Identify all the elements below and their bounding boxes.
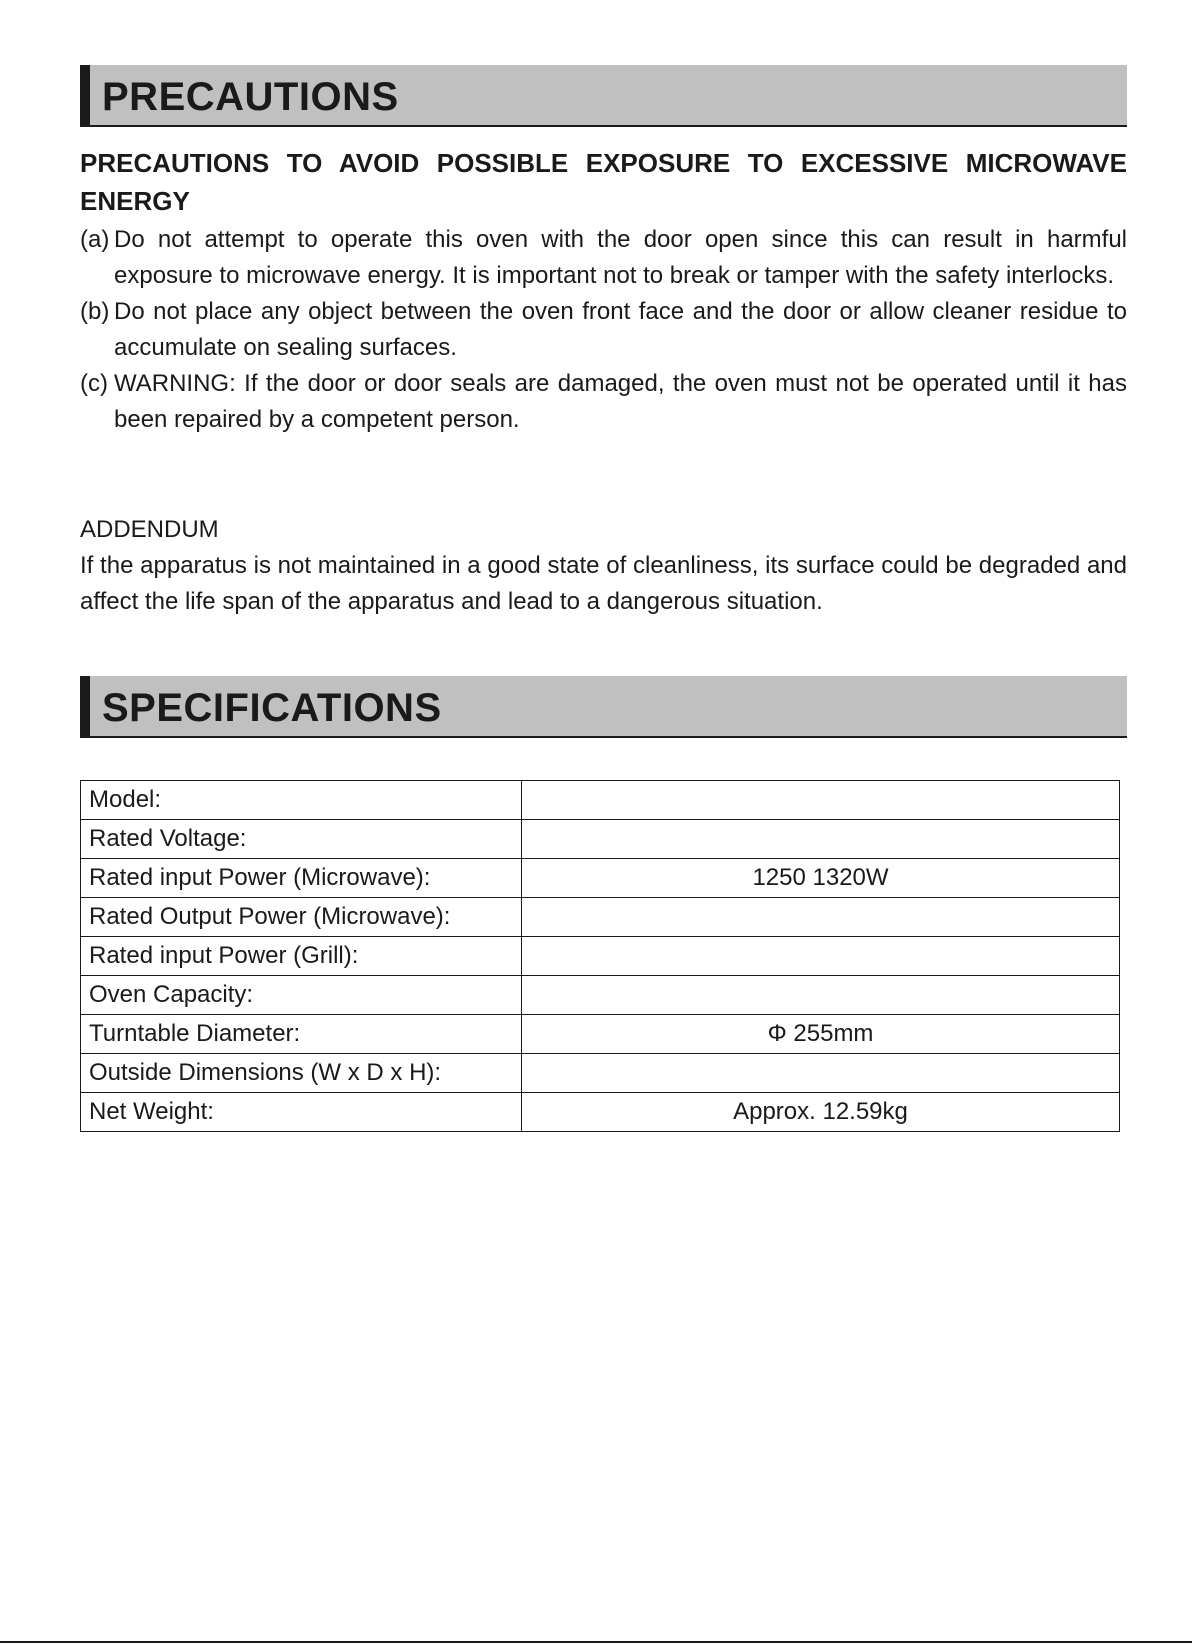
- table-row: [81, 976, 1120, 1015]
- list-item: [80, 222, 1127, 294]
- list-marker: (c): [80, 370, 108, 397]
- precautions-list: [80, 222, 1127, 438]
- list-marker: (b): [80, 298, 110, 325]
- spec-label: Rated input Power (Grill):: [81, 937, 522, 976]
- list-item: [80, 294, 1127, 366]
- table-row: [81, 898, 1120, 937]
- spec-value: [522, 898, 1120, 937]
- spec-label: Turntable Diameter:: [81, 1015, 522, 1054]
- spec-value: Approx. 12.59kg: [522, 1093, 1120, 1132]
- spec-label: Rated input Power (Microwave):: [81, 859, 522, 898]
- spec-value: [522, 1054, 1120, 1093]
- table-row: [81, 1054, 1120, 1093]
- spec-value: [522, 937, 1120, 976]
- header-accent-bar: [80, 676, 90, 736]
- spec-value: Φ 255mm: [522, 1015, 1120, 1054]
- list-item-text: WARNING: If the door or door seals are damaged, the oven must not be operated until it has been repaired by a competent person.: [114, 370, 1127, 433]
- spec-label: Outside Dimensions (W x D x H):: [81, 1054, 522, 1093]
- spec-label: Rated Voltage:: [81, 820, 522, 859]
- precautions-title: PRECAUTIONS: [102, 75, 399, 119]
- list-item: [80, 366, 1127, 438]
- spec-value: [522, 781, 1120, 820]
- specifications-header: [80, 676, 1127, 738]
- table-row: [81, 1015, 1120, 1054]
- precautions-subheading: PRECAUTIONS TO AVOID POSSIBLE EXPOSURE TO EXCESSIVE MICROWAVE ENERGY: [80, 148, 1127, 216]
- spec-value: 1250 1320W: [522, 859, 1120, 898]
- table-row: [81, 820, 1120, 859]
- list-marker: (a): [80, 226, 110, 253]
- spec-label: Model:: [81, 781, 522, 820]
- specifications-table: [80, 780, 1120, 1132]
- table-row: [81, 1093, 1120, 1132]
- table-row: [81, 937, 1120, 976]
- list-item-text: Do not attempt to operate this oven with the door open since this can result in harmful exposure to microwave energy. It is important not to break or tamper with the safety interlocks.: [114, 226, 1127, 289]
- table-row: [81, 859, 1120, 898]
- table-row: [81, 781, 1120, 820]
- spec-value: [522, 976, 1120, 1015]
- spec-label: Rated Output Power (Microwave):: [81, 898, 522, 937]
- addendum-title: ADDENDUM: [80, 516, 219, 543]
- page-bottom-rule: [0, 1641, 1192, 1643]
- spec-label: Net Weight:: [81, 1093, 522, 1132]
- spec-value: [522, 820, 1120, 859]
- list-item-text: Do not place any object between the oven front face and the door or allow cleaner residue to accumulate on sealing surfaces.: [114, 298, 1127, 361]
- header-accent-bar: [80, 65, 90, 125]
- specifications-title: SPECIFICATIONS: [102, 686, 442, 730]
- precautions-header: [80, 65, 1127, 127]
- addendum-text: If the apparatus is not maintained in a good state of cleanliness, its surface could be degraded and affect the life span of the apparatus and lead to a dangerous situation.: [80, 552, 1127, 615]
- spec-label: Oven Capacity:: [81, 976, 522, 1015]
